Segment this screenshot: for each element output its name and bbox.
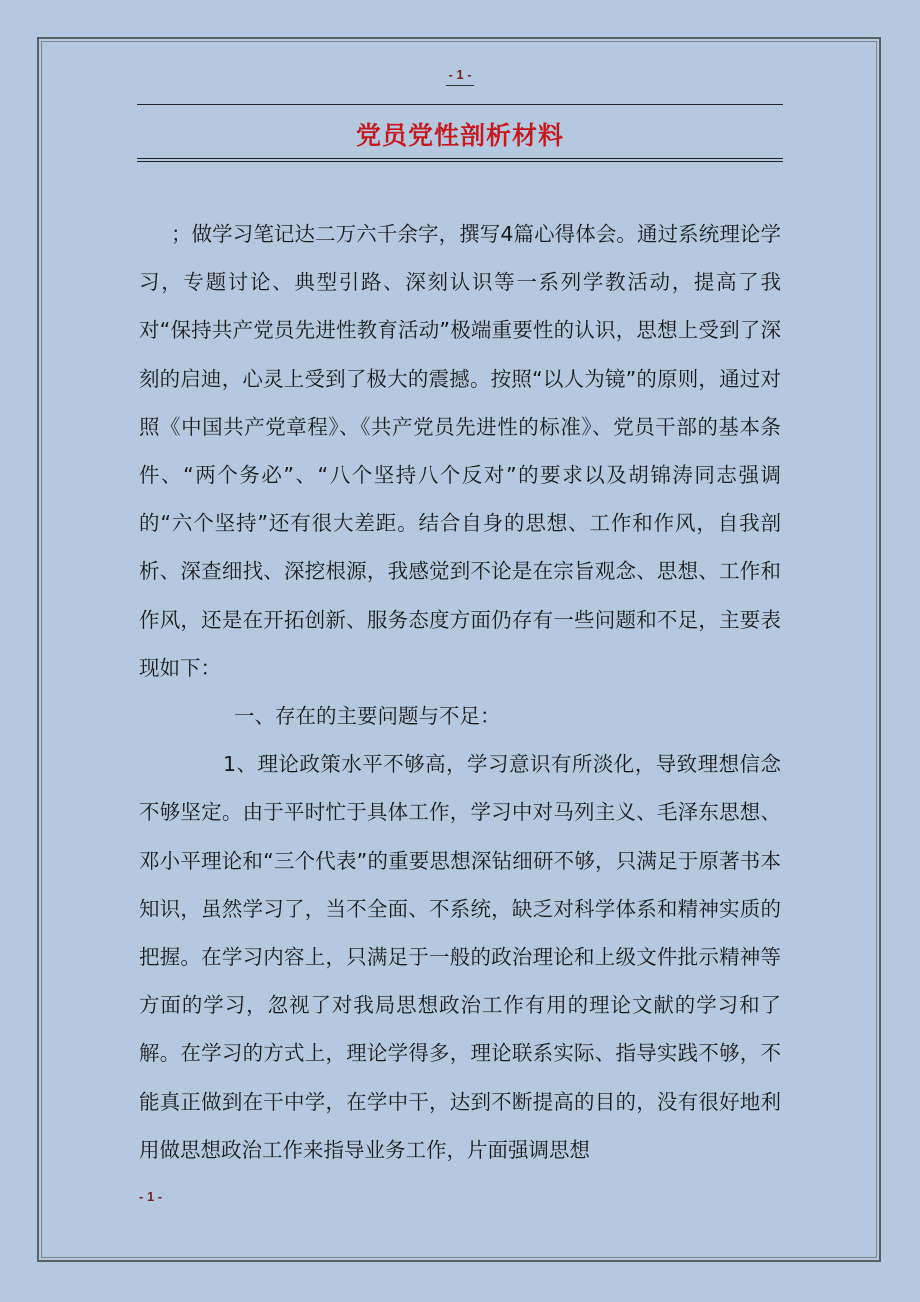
- footer-page-number: - 1 -: [139, 1189, 163, 1204]
- problem-item-1: 1、理论政策水平不够高，学习意识有所淡化，导致理想信念不够坚定。由于平时忙于具体工作，学习中对马列主义、毛泽东思想、邓小平理论和“三个代表”的重要思想深钻细研不够，只满足于原著书本知识，虽然学习了，当不全面、不系统，缺乏对科学体系和精神实质的把握。在学习内容上，只满足于一般的政治理论和上级文件批示精神等方面的学习，忽视了对我局思想政治工作有用的理论文献的学习和了解。在学习的方式上，理论学得多，理论联系实际、指导实践不够，不能真正做到在干中学，在学中干，达到不断提高的目的，没有很好地利用做思想政治工作来指导业务工作，片面强调思想: [139, 752, 781, 1162]
- intro-paragraph: ；做学习笔记达二万六千余字，撰写4篇心得体会。通过系统理论学习，专题讨论、典型引路、深刻认识等一系列学教活动，提高了我对“保持共产党员先进性教育活动”极端重要性的认识，思想上受到了深刻的启迪，心灵上受到了极大的震撼。按照“以人为镜”的原则，通过对照《中国共产党章程》、《共产党员先进性的标准》、党员干部的基本条件、“两个务必”、“八个坚持八个反对”的要求以及胡锦涛同志强调的“六个坚持”还有很大差距。结合自身的思想、工作和作风，自我剖析、深查细找、深挖根源，我感觉到不论是在宗旨观念、思想、工作和作风，还是在开拓创新、服务态度方面仍存有一些问题和不足，主要表现如下：: [139, 222, 781, 680]
- document-body: [139, 210, 781, 1174]
- header-page-number: [0, 66, 920, 86]
- document-title: 党员党性剖析材料: [355, 121, 564, 150]
- header-page-number-text: - 1 -: [446, 66, 473, 86]
- title-top-rule: [137, 104, 783, 105]
- title-bottom-double-rule: [137, 158, 783, 162]
- section-heading: 一、存在的主要问题与不足：: [234, 704, 501, 729]
